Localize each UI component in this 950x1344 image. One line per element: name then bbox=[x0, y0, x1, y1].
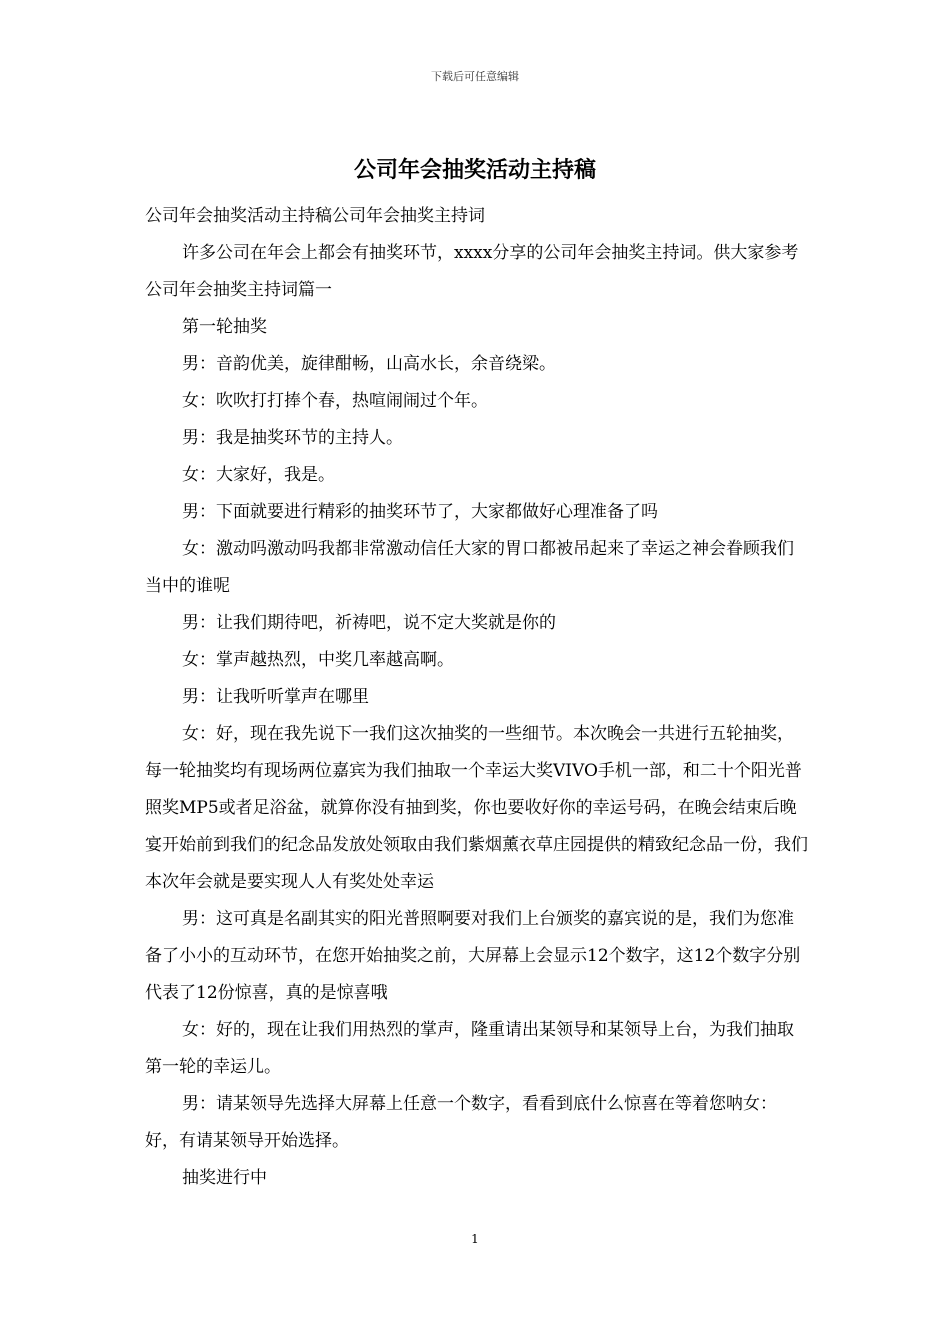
paragraph-dialogue: 男：这可真是名副其实的阳光普照啊要对我们上台颁奖的嘉宾说的是，我们为您准备了小小的互动环节，在您开始抽奖之前，大屏幕上会显示12个数字，这12个数字分别代表了12份惊喜，真的是惊喜哦 bbox=[145, 909, 801, 1003]
paragraph-subtitle: 公司年会抽奖活动主持稿公司年会抽奖主持词 bbox=[145, 206, 485, 226]
paragraph-dialogue: 男：让我们期待吧，祈祷吧，说不定大奖就是你的 bbox=[182, 613, 556, 633]
paragraph-dialogue: 女：掌声越热烈，中奖几率越高啊。 bbox=[182, 650, 454, 670]
page-number: 1 bbox=[471, 1232, 479, 1246]
page-header-note: 下载后可任意编辑 bbox=[431, 70, 519, 83]
document-body bbox=[145, 198, 809, 1197]
paragraph-dialogue: 女：激动吗激动吗我都非常激动信任大家的胃口都被吊起来了幸运之神会眷顾我们当中的谁呢 bbox=[145, 539, 794, 596]
paragraph-dialogue: 男：让我听听掌声在哪里 bbox=[182, 687, 369, 707]
paragraph-dialogue: 女：好，现在我先说下一我们这次抽奖的一些细节。本次晚会一共进行五轮抽奖，每一轮抽奖均有现场两位嘉宾为我们抽取一个幸运大奖VIVO手机一部，和二十个阳光普照奖MP5或者足浴盆，就算你没有抽到奖，你也要收好你的幸运号码，在晚会结束后晚宴开始前到我们的纪念品发放处领取由我们紫烟薰衣草庄园提供的精致纪念品一份，我们本次年会就是要实现人人有奖处处幸运 bbox=[145, 724, 808, 892]
paragraph-dialogue: 男：下面就要进行精彩的抽奖环节了，大家都做好心理准备了吗 bbox=[182, 502, 658, 522]
paragraph-dialogue: 女：吹吹打打捧个春，热喧闹闹过个年。 bbox=[182, 391, 488, 411]
paragraph-status: 抽奖进行中 bbox=[182, 1168, 267, 1188]
paragraph-dialogue: 女：大家好，我是。 bbox=[182, 465, 335, 485]
paragraph-dialogue: 男：我是抽奖环节的主持人。 bbox=[182, 428, 403, 448]
paragraph-dialogue: 女：好的，现在让我们用热烈的掌声，隆重请出某领导和某领导上台，为我们抽取第一轮的幸运儿。 bbox=[145, 1020, 794, 1077]
paragraph-intro: 许多公司在年会上都会有抽奖环节，xxxx分享的公司年会抽奖主持词。供大家参考公司年会抽奖主持词篇一 bbox=[145, 243, 799, 300]
paragraph-round-heading: 第一轮抽奖 bbox=[182, 317, 267, 337]
paragraph-dialogue: 男：请某领导先选择大屏幕上任意一个数字，看看到底什么惊喜在等着您呐女：好，有请某领导开始选择。 bbox=[145, 1094, 777, 1151]
document-title: 公司年会抽奖活动主持稿 bbox=[353, 157, 596, 183]
paragraph-dialogue: 男：音韵优美，旋律酣畅，山高水长，余音绕梁。 bbox=[182, 354, 556, 374]
